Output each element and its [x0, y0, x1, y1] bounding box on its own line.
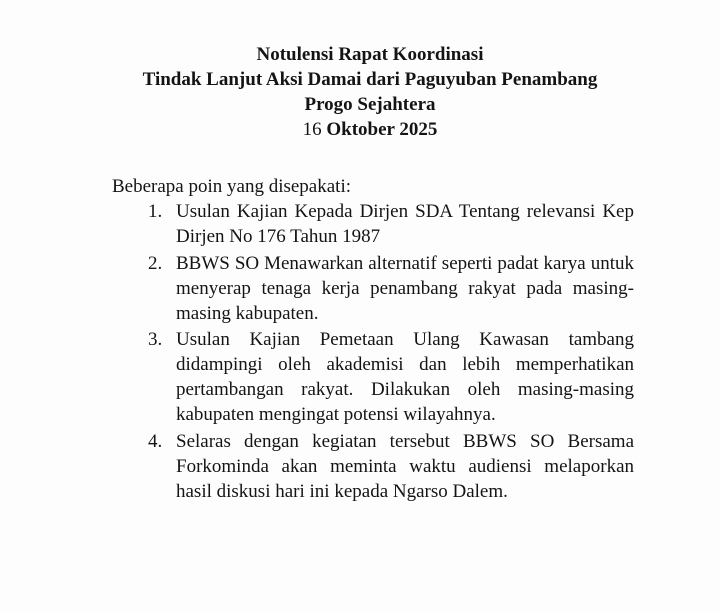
agreement-intro: Beberapa poin yang disepakati: [112, 176, 352, 197]
agreement-point-text: BBWS SO Menawarkan alternatif seperti padat karya untuk menyerap tenaga kerja penambang rakyat pada masing-masing kabupaten. [176, 252, 634, 324]
agreement-point-text: Usulan Kajian Pemetaan Ulang Kawasan tambang didampingi oleh akademisi dan lebih memperhatikan pertambangan rakyat. Dilakukan oleh masing-masing kabupaten mengingat potensi wilayahnya. [176, 329, 634, 425]
agreement-point-number: 3. [148, 329, 163, 350]
agreement-point [148, 199, 634, 249]
document-header [100, 42, 640, 142]
agreement-point [148, 327, 634, 427]
agreement-point-number: 4. [148, 430, 163, 452]
agreement-point [148, 251, 634, 326]
document-date-rest: Oktober 2025 [321, 119, 438, 140]
document-date [100, 117, 640, 142]
document-title-line-2: Tindak Lanjut Aksi Damai dari Paguyuban Penambang [142, 69, 598, 90]
document-date-day: 16 [302, 119, 322, 140]
document-title-line-3: Progo Sejahtera [304, 94, 436, 115]
agreement-points-list [148, 199, 634, 505]
agreement-point-text: Selaras dengan kegiatan tersebut BBWS SO Bersama Forkominda akan meminta waktu audiensi melaporkan hasil diskusi hari ini kepada Ngarso Dalem. [176, 430, 634, 502]
agreement-point-text: Usulan Kajian Kepada Dirjen SDA Tentang relevansi Kep Dirjen No 176 Tahun 1987 [176, 201, 634, 247]
agreement-point-number: 1. [148, 201, 163, 222]
agreement-point-number: 2. [148, 252, 163, 274]
document-title-line-1: Notulensi Rapat Koordinasi [256, 44, 484, 65]
agreement-point [148, 429, 634, 504]
